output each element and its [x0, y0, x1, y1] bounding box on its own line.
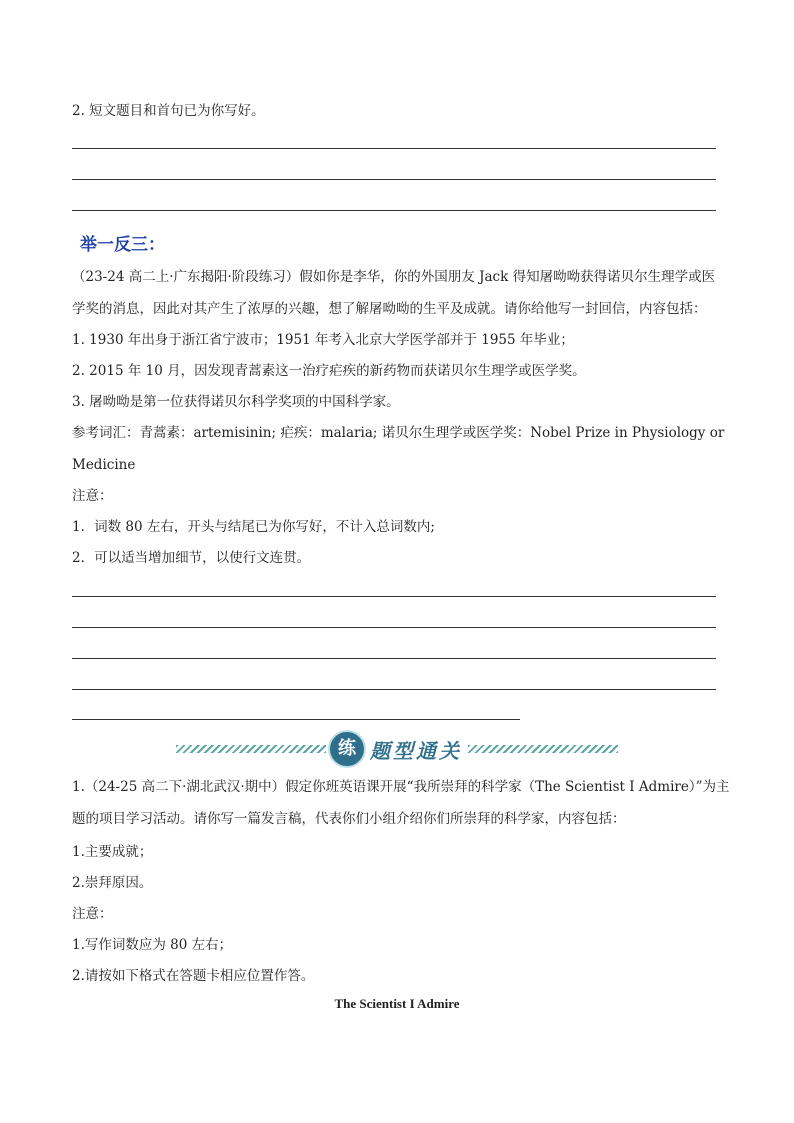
task2-line: 2.请按如下格式在答题卡相应位置作答。: [72, 968, 315, 984]
task1-line: （23-24 高二上·广东揭阳·阶段练习）假如你是李华，你的外国朋友 Jack 得知屠呦呦获得诺贝尔生理学或医: [72, 269, 716, 285]
answer-line: [72, 148, 716, 149]
section-heading: 举一反三：: [80, 235, 165, 255]
answer-line: [72, 210, 716, 211]
task1-line: 3. 屠呦呦是第一位获得诺贝尔科学奖项的中国科学家。: [72, 394, 400, 410]
task2-line: 题的项目学习活动。请你写一篇发言稿，代表你们小组介绍你们所崇拜的科学家，内容包括：: [72, 811, 626, 827]
answer-line: [72, 179, 716, 180]
task1-line: Medicine: [72, 457, 136, 473]
banner-hatch-left: [176, 745, 326, 753]
task1-line: 学奖的消息，因此对其产生了浓厚的兴趣，想了解屠呦呦的生平及成就。请你给他写一封回信，内容包括：: [72, 301, 707, 317]
task1-line: 2．可以适当增加细节，以使行文连贯。: [72, 550, 311, 566]
answer-line: [72, 719, 520, 720]
practice-badge-icon: 练: [328, 730, 366, 768]
task2-line: 1.主要成就；: [72, 844, 153, 860]
answer-line: [72, 627, 716, 628]
task1-line: 注意：: [72, 488, 113, 504]
answer-line: [72, 658, 716, 659]
task2-line: 1.（24-25 高二下·湖北武汉·期中）假定你班英语课开展“我所崇拜的科学家（The Scientist I Admire）”为主: [72, 779, 730, 795]
task2-line: 1.写作词数应为 80 左右；: [72, 937, 233, 953]
answer-line: [72, 596, 716, 597]
task2-line: 注意：: [72, 906, 113, 922]
banner-title: 题型通关: [370, 739, 462, 763]
answer-line: [72, 689, 716, 690]
task1-line: 1. 1930 年出身于浙江省宁波市；1951 年考入北京大学医学部并于 1955 年毕业；: [72, 332, 574, 348]
banner-hatch-right: [468, 745, 618, 753]
task1-line: 参考词汇：青蒿素：artemisinin; 疟疾：malaria; 诺贝尔生理学或医学奖：Nobel Prize in Physiology or: [72, 425, 725, 441]
task2-line: 2.崇拜原因。: [72, 875, 153, 891]
essay-title: The Scientist I Admire: [334, 996, 460, 1011]
top-item-2: 2. 短文题目和首句已为你写好。: [72, 103, 265, 119]
section-banner: [176, 728, 618, 768]
task1-line: 1．词数 80 左右，开头与结尾已为你写好，不计入总词数内;: [72, 519, 435, 535]
task1-line: 2. 2015 年 10 月，因发现青蒿素这一治疗疟疾的新药物而获诺贝尔生理学或医学奖。: [72, 363, 586, 379]
